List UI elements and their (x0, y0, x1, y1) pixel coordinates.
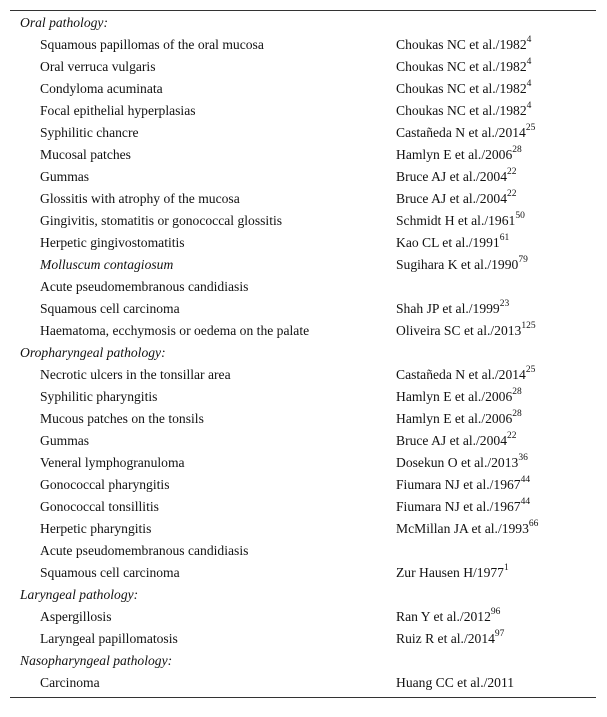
condition-cell: Syphilitic chancre (40, 125, 139, 140)
table-row (10, 628, 596, 650)
table-row (10, 474, 596, 496)
reference-text: Bruce AJ et al./2004 (396, 191, 507, 206)
reference-citation-number: 96 (490, 607, 501, 618)
reference-text: Dosekun O et al./2013 (396, 455, 519, 470)
condition-cell: Mucosal patches (40, 147, 131, 162)
condition-cell: Gingivitis, stomatitis or gonococcal glossitis (40, 213, 283, 228)
reference-citation-number: 25 (525, 365, 536, 376)
reference-cell (396, 364, 535, 386)
condition-cell: Molluscum contagiosum (40, 257, 174, 272)
reference-cell (396, 496, 530, 518)
table-row (10, 430, 596, 452)
reference-cell (396, 188, 517, 210)
condition-cell: Syphilitic pharyngitis (40, 389, 158, 404)
reference-cell (396, 122, 535, 144)
table-row (10, 254, 596, 276)
reference-citation-number: 28 (512, 409, 522, 420)
reference-cell (396, 78, 531, 100)
reference-cell (396, 408, 522, 430)
reference-text: Fiumara NJ et al./1967 (396, 499, 521, 514)
condition-cell: Focal epithelial hyperplasias (40, 103, 196, 118)
reference-citation-number: 25 (525, 123, 536, 134)
reference-text: McMillan JA et al./1993 (396, 521, 529, 536)
reference-citation-number: 22 (507, 189, 517, 200)
reference-cell (396, 210, 525, 232)
table-row (10, 540, 596, 562)
reference-citation-number: 44 (520, 497, 531, 508)
condition-cell: Oral verruca vulgaris (40, 59, 156, 74)
table-row (10, 78, 596, 100)
reference-text: Choukas NC et al./1982 (396, 37, 527, 52)
table-body (10, 11, 596, 697)
reference-text: Sugihara K et al./1990 (396, 257, 519, 272)
section-title: Oropharyngeal pathology: (20, 345, 166, 360)
condition-cell: Gummas (40, 433, 90, 448)
table-row (10, 122, 596, 144)
reference-cell (396, 430, 517, 452)
reference-text: Shah JP et al./1999 (396, 301, 500, 316)
table-row (10, 34, 596, 56)
section-title: Nasopharyngeal pathology: (20, 653, 173, 668)
condition-cell: Squamous cell carcinoma (40, 565, 180, 580)
table-row (10, 452, 596, 474)
reference-citation-number: 50 (515, 211, 525, 222)
reference-text: Zur Hausen H/1977 (396, 565, 504, 580)
section-title: Oral pathology: (20, 15, 108, 30)
reference-cell (396, 100, 531, 122)
reference-text: Hamlyn E et al./2006 (396, 147, 513, 162)
reference-text: Oliveira SC et al./2013 (396, 323, 522, 338)
reference-cell (396, 628, 504, 650)
table-row (10, 408, 596, 430)
reference-text: Kao CL et al./1991 (396, 235, 500, 250)
reference-citation-number: 61 (499, 233, 510, 244)
reference-cell (396, 166, 517, 188)
reference-cell (396, 386, 522, 408)
table-row (10, 276, 596, 298)
reference-citation-number: 22 (507, 167, 517, 178)
reference-text: Choukas NC et al./1982 (396, 103, 527, 118)
reference-text: Huang CC et al./2011 (396, 675, 515, 690)
reference-citation-number: 79 (518, 255, 528, 266)
reference-cell (396, 56, 531, 78)
pathology-reference-table (10, 10, 596, 698)
table-row (10, 166, 596, 188)
reference-cell (396, 562, 509, 584)
condition-cell: Necrotic ulcers in the tonsillar area (40, 367, 231, 382)
condition-cell: Herpetic pharyngitis (40, 521, 152, 536)
condition-cell: Gummas (40, 169, 90, 184)
reference-cell (396, 518, 538, 540)
section-header-row (10, 342, 596, 364)
section-title: Laryngeal pathology: (20, 587, 139, 602)
reference-citation-number: 1 (503, 563, 509, 574)
table-row (10, 298, 596, 320)
table-row (10, 144, 596, 166)
reference-citation-number: 23 (499, 299, 510, 310)
reference-text: Choukas NC et al./1982 (396, 81, 527, 96)
reference-citation-number: 44 (520, 475, 531, 486)
reference-citation-number: 22 (507, 431, 517, 442)
reference-citation-number: 28 (512, 387, 522, 398)
condition-cell: Condyloma acuminata (40, 81, 163, 96)
reference-cell (396, 232, 509, 254)
table-row (10, 56, 596, 78)
condition-cell: Gonococcal tonsillitis (40, 499, 159, 514)
table-row (10, 672, 596, 694)
reference-cell (396, 474, 530, 496)
table-row (10, 364, 596, 386)
reference-citation-number: 36 (518, 453, 528, 464)
section-header-row (10, 12, 596, 34)
table-row (10, 518, 596, 540)
reference-cell (396, 672, 514, 694)
condition-cell: Squamous cell carcinoma (40, 301, 180, 316)
condition-cell: Glossitis with atrophy of the mucosa (40, 191, 240, 206)
reference-citation-number: 4 (526, 57, 532, 68)
reference-text: Ruiz R et al./2014 (396, 631, 495, 646)
reference-text: Hamlyn E et al./2006 (396, 389, 513, 404)
reference-cell (396, 606, 500, 628)
condition-cell: Acute pseudomembranous candidiasis (40, 279, 249, 294)
reference-cell (396, 298, 509, 320)
condition-cell: Mucous patches on the tonsils (40, 411, 204, 426)
reference-citation-number: 4 (526, 79, 532, 90)
table-row (10, 100, 596, 122)
reference-text: Castañeda N et al./2014 (396, 367, 526, 382)
reference-text: Bruce AJ et al./2004 (396, 169, 507, 184)
section-header-row (10, 650, 596, 672)
reference-citation-number: 66 (528, 519, 539, 530)
reference-text: Choukas NC et al./1982 (396, 59, 527, 74)
reference-text: Hamlyn E et al./2006 (396, 411, 513, 426)
reference-cell (396, 320, 536, 342)
reference-cell (396, 34, 531, 56)
reference-text: Bruce AJ et al./2004 (396, 433, 507, 448)
reference-citation-number: 125 (521, 321, 536, 332)
table-row (10, 210, 596, 232)
reference-text: Fiumara NJ et al./1967 (396, 477, 521, 492)
condition-cell: Aspergillosis (40, 609, 112, 624)
table-row (10, 188, 596, 210)
condition-cell: Veneral lymphogranuloma (40, 455, 185, 470)
reference-citation-number: 28 (512, 145, 522, 156)
table-row (10, 606, 596, 628)
condition-cell: Gonococcal pharyngitis (40, 477, 170, 492)
condition-cell: Squamous papillomas of the oral mucosa (40, 37, 264, 52)
table-row (10, 232, 596, 254)
condition-cell: Carcinoma (40, 675, 100, 690)
reference-text: Castañeda N et al./2014 (396, 125, 526, 140)
section-header-row (10, 584, 596, 606)
reference-text: Schmidt H et al./1961 (396, 213, 516, 228)
table-row (10, 320, 596, 342)
reference-cell (396, 254, 528, 276)
condition-cell: Laryngeal papillomatosis (40, 631, 178, 646)
condition-cell: Acute pseudomembranous candidiasis (40, 543, 249, 558)
table-row (10, 386, 596, 408)
reference-text: Ran Y et al./2012 (396, 609, 491, 624)
condition-cell: Herpetic gingivostomatitis (40, 235, 185, 250)
reference-cell (396, 144, 522, 166)
table-row (10, 496, 596, 518)
reference-citation-number: 4 (526, 101, 532, 112)
reference-citation-number: 97 (494, 629, 505, 640)
table-row (10, 562, 596, 584)
condition-cell: Haematoma, ecchymosis or oedema on the palate (40, 323, 310, 338)
reference-citation-number: 4 (526, 35, 532, 46)
reference-cell (396, 452, 528, 474)
